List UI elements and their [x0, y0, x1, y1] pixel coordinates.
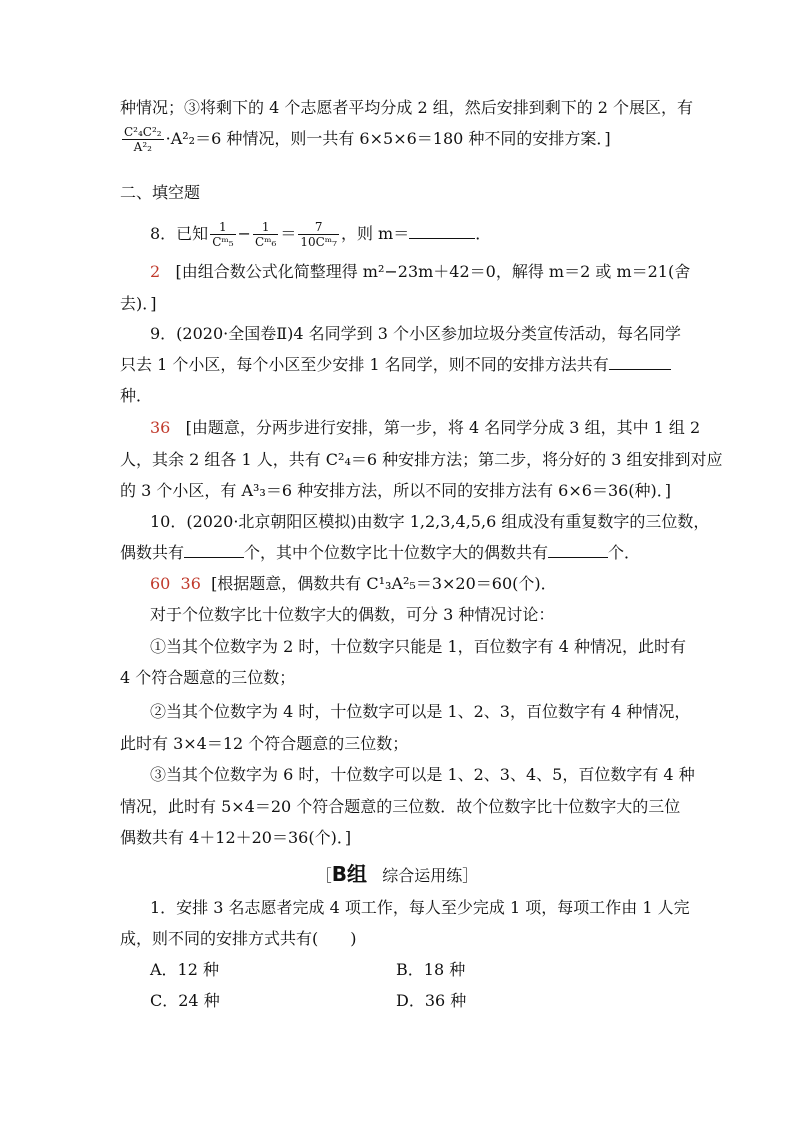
text-line: 对于个位数字比十位数字大的偶数，可分 3 种情况讨论： — [150, 605, 555, 624]
text-line: 去)．] — [120, 294, 157, 313]
answer: 60 — [150, 574, 171, 593]
fraction: $\frac{7}{\text{10Cᵐ₇}}$ — [300, 220, 337, 249]
fraction: $\frac{1}{\text{Cᵐ₆}}$ — [254, 220, 277, 249]
fraction: $\frac{1}{\text{Cᵐ₅}}$ — [212, 220, 234, 249]
text-line: ①当其个位数字为 2 时，十位数字只能是 1，百位数字有 4 种情况，此时有 — [150, 637, 686, 656]
text-line: 种情况；③将剩下的 4 个志愿者平均分成 2 组，然后安排到剩下的 2 个展区，有 — [120, 98, 694, 117]
text-line: 成，则不同的安排方式共有( ) — [120, 929, 357, 948]
solution-9: 36 [由题意，分两步进行安排，第一步，将 4 名同学分成 3 组，其中 1 组 2 — [150, 418, 701, 437]
text-line: 此时有 3×4＝12 个符合题意的三位数； — [120, 734, 409, 753]
group-b-heading: ［B组 综合运用练］ — [315, 862, 479, 886]
text-line: 的 3 个小区，有 A³₃＝6 种安排方法，所以不同的安排方法有 6×6＝36(种)．] — [120, 481, 672, 500]
text-line: 情况，此时有 5×4＝20 个符合题意的三位数．故个位数字比十位数字大的三位 — [120, 797, 681, 816]
question-8: 8．已知 $\frac{1}{\text{Cᵐ₅}}$ − $\frac{1}{\text{Cᵐ₆}}$ ＝ $\frac{7}{\text{10Cᵐ₇}}$ ，则 m＝ ． — [150, 220, 492, 249]
text-line: ③当其个位数字为 6 时，十位数字可以是 1、2、3、4、5，百位数字有 4 种 — [150, 765, 695, 784]
solution-8: 2 [由组合数公式化简整理得 m²−23m＋42＝0，解得 m＝2 或 m＝21(舍 — [150, 262, 691, 281]
option-b[interactable]: B．18 种 — [396, 960, 466, 979]
text-line: 偶数共有 4＋12＋20＝36(个)．] — [120, 828, 352, 847]
text-line: 人，其余 2 组各 1 人，共有 C²₄＝6 种安排方法；第二步，将分好的 3 组安排到对应 — [120, 450, 723, 469]
text-line: 偶数共有 个，其中个位数字比十位数字大的偶数共有 个． — [120, 543, 641, 562]
option-d[interactable]: D．36 种 — [396, 991, 467, 1010]
text-line: 只去 1 个小区，每个小区至少安排 1 名同学，则不同的安排方法共有 — [120, 355, 671, 375]
answer-blank[interactable] — [184, 543, 244, 558]
text-line: 种． — [120, 386, 153, 405]
text-line: 1．安排 3 名志愿者完成 4 项工作，每人至少完成 1 项，每项工作由 1 人完 — [150, 898, 690, 917]
section-heading: 二、填空题 — [120, 183, 201, 202]
text-line: 4 个符合题意的三位数； — [120, 668, 296, 687]
answer: 36 — [180, 574, 201, 593]
answer: 2 — [150, 262, 161, 281]
answer-blank[interactable] — [409, 224, 475, 239]
option-a[interactable]: A．12 种 — [150, 960, 220, 979]
text-line: 10．(2020·北京朝阳区模拟)由数字 1,2,3,4,5,6 组成没有重复数字的三位数， — [150, 512, 710, 531]
answer: 36 — [150, 418, 171, 437]
text-line: ②当其个位数字为 4 时，十位数字可以是 1、2、3，百位数字有 4 种情况， — [150, 702, 691, 721]
text-line: $\frac{\text{C²₄C²₂}}{\text{A²₂}}$ ·A²₂＝6 种情况，则一共有 6×5×6＝180 种不同的安排方案．] — [124, 125, 611, 154]
solution-10: 60 36 [根据题意，偶数共有 C¹₃A²₅＝3×20＝60(个)． — [150, 574, 557, 593]
text-line: 9．(2020·全国卷Ⅱ)4 名同学到 3 个小区参加垃圾分类宣传活动，每名同学 — [150, 324, 681, 343]
fraction: $\frac{\text{C²₄C²₂}}{\text{A²₂}}$ — [124, 125, 162, 154]
answer-blank[interactable] — [609, 355, 671, 370]
answer-blank[interactable] — [548, 543, 608, 558]
option-c[interactable]: C．24 种 — [150, 991, 220, 1010]
